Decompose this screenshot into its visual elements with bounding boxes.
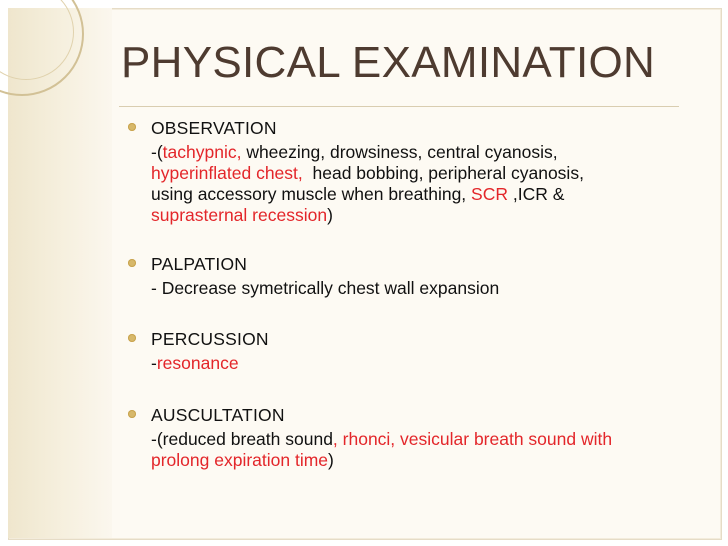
bullet-icon xyxy=(128,123,136,131)
section-heading: OBSERVATION xyxy=(151,118,277,138)
section-body: -(tachypnic, wheezing, drowsiness, central cyanosis, hyperinflated chest, head bobbing, peripheral cyanosis, using accessory muscle when breathing, SCR ,ICR & suprasternal recession) xyxy=(151,142,584,225)
bullet-icon xyxy=(128,334,136,342)
bullet-icon xyxy=(128,259,136,267)
section-body: - Decrease symetrically chest wall expansion xyxy=(151,278,500,298)
section-heading: AUSCULTATION xyxy=(151,405,285,425)
section-heading: PERCUSSION xyxy=(151,329,269,349)
bullet-icon xyxy=(128,410,136,418)
slide-title: PHYSICAL EXAMINATION xyxy=(121,38,656,87)
section-body: -(reduced breath sound, rhonci, vesicular breath sound with prolong expiration time) xyxy=(151,429,613,470)
section-body: -resonance xyxy=(151,353,239,373)
section-heading: PALPATION xyxy=(151,254,248,274)
title-divider xyxy=(119,106,679,107)
